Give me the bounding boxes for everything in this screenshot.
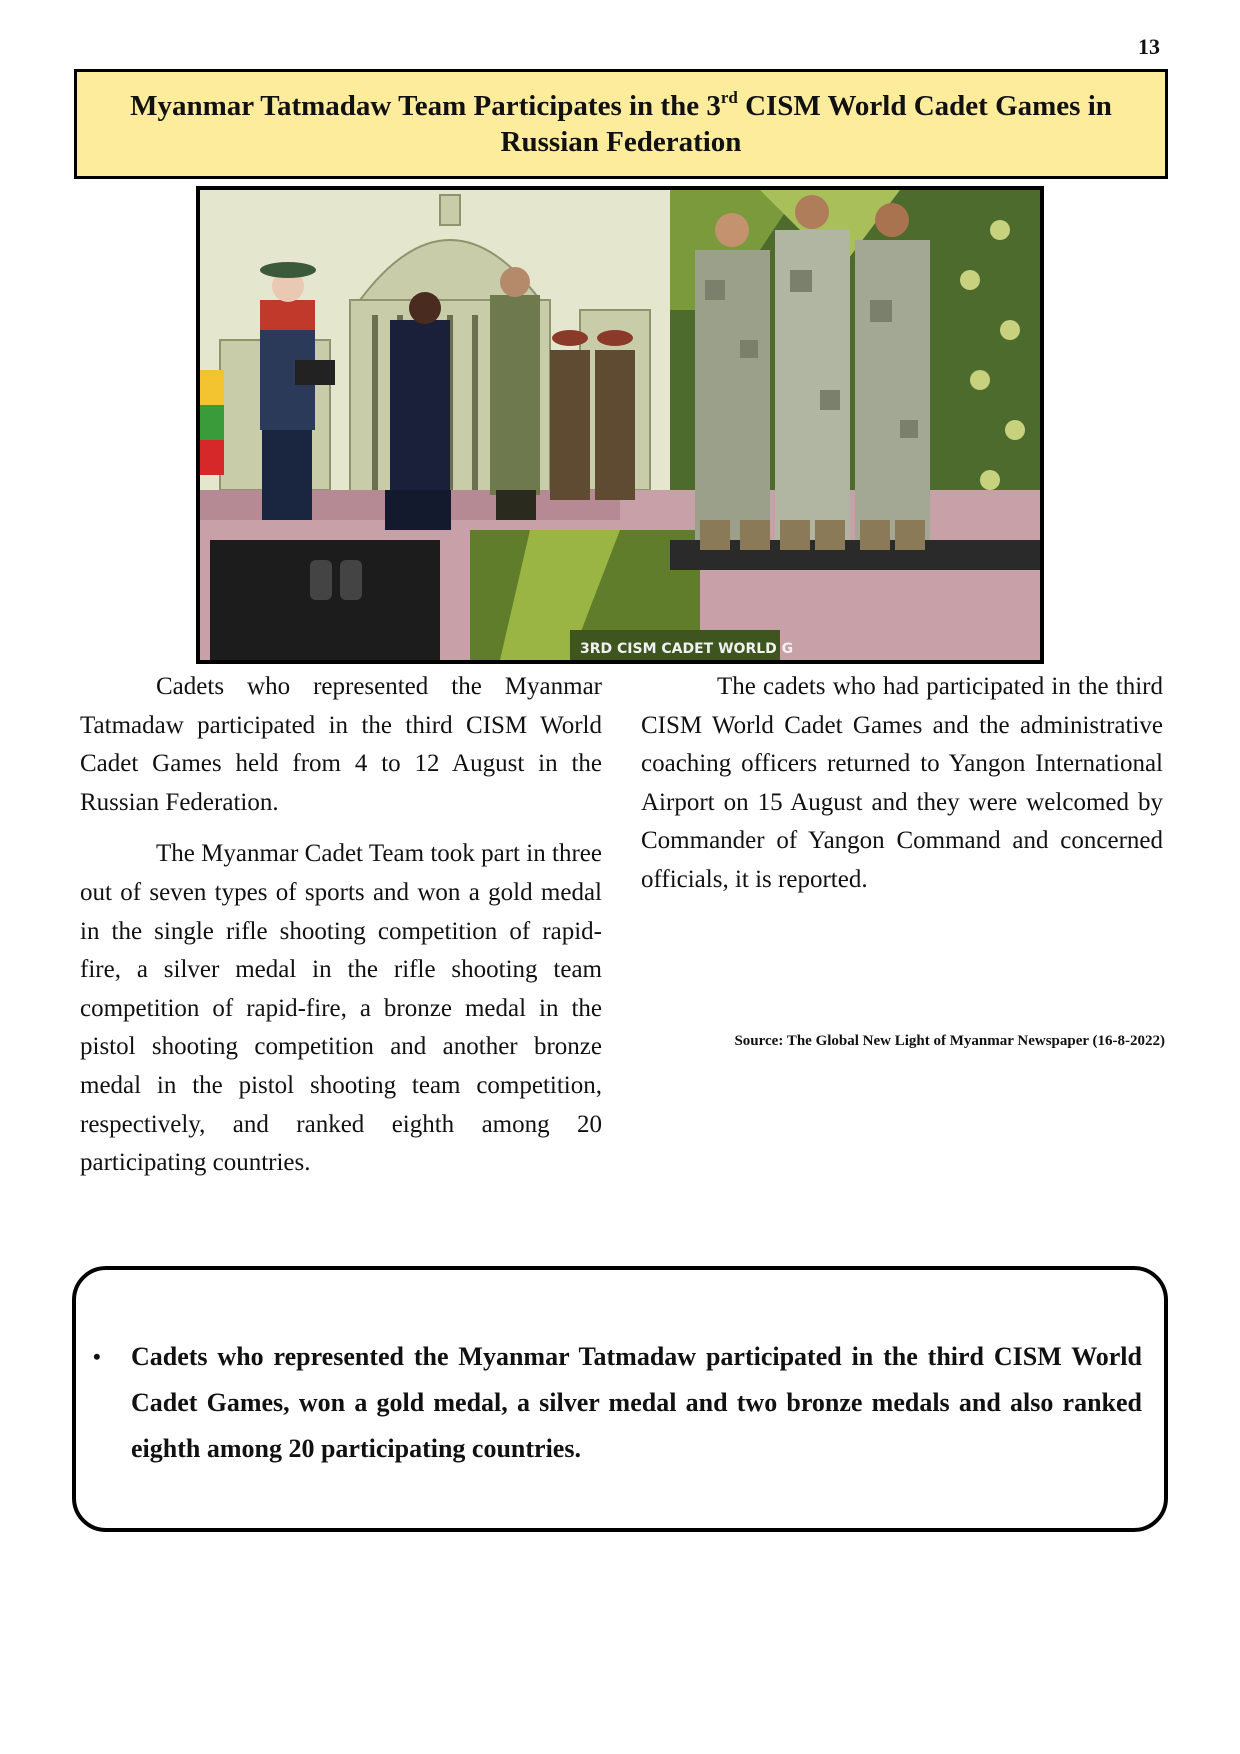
podium-banner-text: 3RD CISM CADET WORLD G (580, 641, 794, 657)
medal-cadet (490, 267, 540, 520)
official (385, 292, 451, 530)
bullet-icon: • (93, 1344, 101, 1369)
page-number: 13 (1138, 34, 1160, 59)
myanmar-flag (200, 370, 224, 475)
page-title (77, 88, 1165, 160)
article-column-right (641, 668, 1163, 913)
source-credit: Source: The Global New Light of Myanmar Newspaper (16-8-2022) (734, 1033, 1165, 1049)
summary-item-text: Cadets who represented the Myanmar Tatmadaw participated in the third CISM World Cadet Games, won a gold medal, a silver medal and two bronze medals and also ranked eighth among 20 participating countries. (131, 1342, 1142, 1463)
article-paragraph: The Myanmar Cadet Team took part in three out of seven types of sports and won a gold medal in the single rifle shooting competition of rapid-fire, a silver medal in the rifle shooting team competition of rapid-fire, a bronze medal in the pistol shooting competition and another bronze medal in the pistol shooting team competition, respectively, and ranked eighth among 20 participating countries. (80, 840, 602, 1177)
summary-box (72, 1266, 1168, 1532)
article-column-left (80, 668, 602, 1196)
summary-item (93, 1334, 1142, 1472)
article-paragraph: The cadets who had participated in the third CISM World Cadet Games and the administrative coaching officers returned to Yangon International Airport on 15 August and they were welcomed by Commander of Yangon Command and concerned officials, it is reported. (641, 673, 1163, 893)
title-part-2: CISM World Cadet Games in Russian Federation (500, 90, 1112, 158)
ceremony-photo-illustration (200, 190, 1040, 660)
title-superscript: rd (720, 88, 738, 107)
ceremony-photo (196, 186, 1044, 664)
title-box (74, 69, 1168, 179)
title-part-1: Myanmar Tatmadaw Team Participates in the 3 (130, 90, 721, 122)
article-paragraph: Cadets who represented the Myanmar Tatmadaw participated in the third CISM World Cadet Games held from 4 to 12 August in the Russian Federation. (80, 673, 602, 816)
